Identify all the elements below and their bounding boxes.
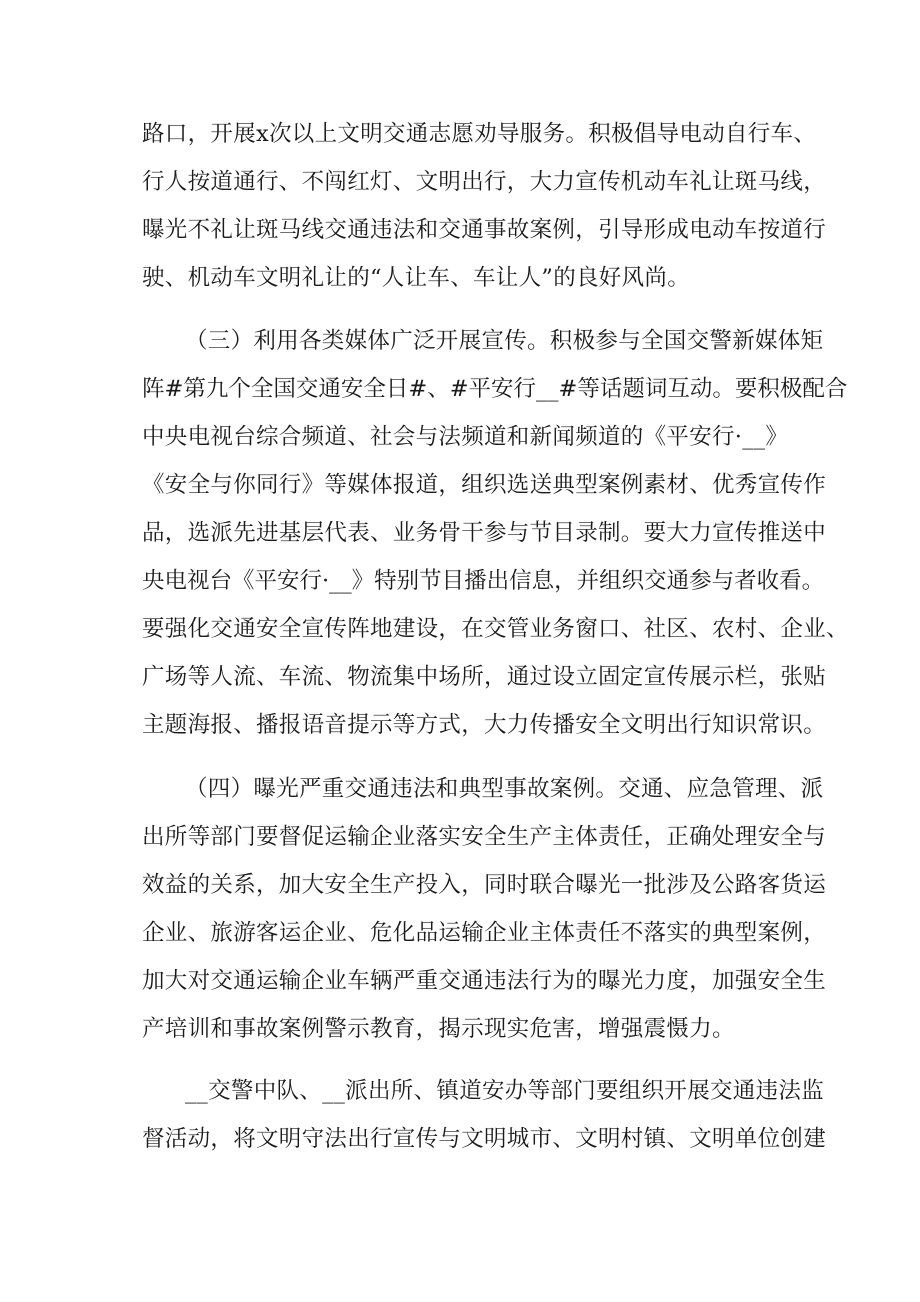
- text-line: 央电视台《平安行·__》特别节目播出信息，并组织交通参与者收看。: [142, 568, 825, 594]
- text-line: 驶、机动车文明礼让的“人让车、车让人”的良好风尚。: [142, 265, 691, 291]
- paragraph-start: __交警中队、__派出所、镇道安办等部门要组织开展交通违法监: [185, 1078, 825, 1104]
- text-line: 产培训和事故案例警示教育，揭示现实危害，增强震慑力。: [142, 1016, 735, 1042]
- text-line: 阵#第九个全国交通安全日#、#平安行__#等话题词互动。要积极配合: [142, 376, 848, 402]
- text-line: 主题海报、播报语音提示等方式，大力传播安全文明出行知识常识。: [142, 712, 827, 738]
- text-line: 《安全与你同行》等媒体报道，组织选送典型案例素材、优秀宣传作: [142, 472, 827, 498]
- text-line: 出所等部门要督促运输企业落实安全生产主体责任，正确处理安全与: [142, 824, 827, 850]
- text-line: 中央电视台综合频道、社会与法频道和新闻频道的《平安行·__》: [142, 424, 789, 450]
- text-line: 效益的关系，加大安全生产投入，同时联合曝光一批涉及公路客货运: [142, 872, 827, 898]
- text-line: 要强化交通安全宣传阵地建设，在交管业务窗口、社区、农村、企业、: [142, 616, 849, 642]
- text-line: 企业、旅游客运企业、危化品运输企业主体责任不落实的典型案例，: [142, 920, 827, 946]
- text-line: 督活动，将文明守法出行宣传与文明城市、文明村镇、文明单位创建: [142, 1126, 827, 1152]
- text-line: 行人按道通行、不闯红灯、文明出行，大力宣传机动车礼让斑马线，: [142, 169, 827, 195]
- text-line: 加大对交通运输企业车辆严重交通违法行为的曝光力度，加强安全生: [142, 968, 827, 994]
- paragraph-heading-3: （三）利用各类媒体广泛开展宣传。积极参与全国交警新媒体矩: [185, 328, 824, 354]
- text-line: 广场等人流、车流、物流集中场所，通过设立固定宣传展示栏，张贴: [142, 664, 827, 690]
- text-line: 品，选派先进基层代表、业务骨干参与节目录制。要大力宣传推送中: [142, 520, 827, 546]
- text-line: 曝光不礼让斑马线交通违法和交通事故案例，引导形成电动车按道行: [142, 217, 827, 243]
- text-line: 路口，开展x次以上文明交通志愿劝导服务。积极倡导电动自行车、: [142, 121, 817, 147]
- paragraph-heading-4: （四）曝光严重交通违法和典型事故案例。交通、应急管理、派: [185, 776, 824, 802]
